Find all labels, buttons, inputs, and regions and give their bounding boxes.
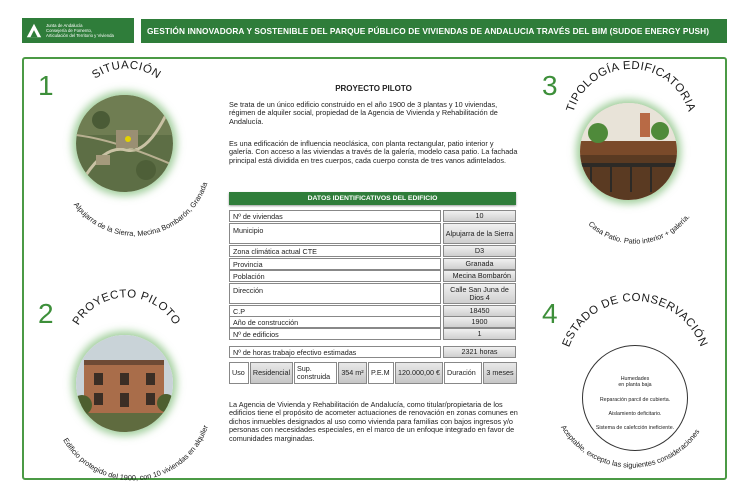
row-value: Alpujarra de la Sierra: [443, 223, 516, 244]
row-value: 18450: [443, 305, 516, 317]
page-title: GESTIÓN INNOVADORA Y SOSTENIBLE DEL PARQUE PÚBLICO DE VIVIENDAS DE ANDALUCIA TRAVÉS DEL BIM (SUDOE ENERGY PUSH): [141, 19, 727, 43]
section-number-3: 3: [542, 70, 558, 101]
svg-text:Aceptable, excepto las siguien: [559, 423, 702, 469]
pilot-title: PROYECTO PILOTO: [70, 288, 183, 328]
sup-label: Sup. construida: [294, 362, 337, 384]
row-label: Provincia: [229, 258, 441, 270]
closing-paragraph: La Agencia de Vivienda y Rehabilitación de Andalucía, como titular/propietaria de los edificios tiene el propósito de acometer actuaciones de renovación en zonas comunes en dichos inmuebles designados al uso como vivienda para familias con bajos ingresos y/o personas con necesidades especiales, en el marco de un enfoque integrado en favor de comunidades marginadas.: [229, 400, 518, 443]
conservation-item-4: Sistema de calefcción ineficiente.: [595, 425, 675, 431]
row-label: Zona climática actual CTE: [229, 245, 441, 257]
row-label: Dirección: [229, 283, 441, 304]
table-row: [229, 210, 516, 222]
estimated-hours-row: [229, 346, 516, 358]
section-number-1: 1: [38, 70, 54, 101]
typology-caption: Casa Patio. Patio interior + galería.: [586, 212, 692, 246]
logo-line-2: Consejería de Fomento,: [46, 28, 93, 33]
intro-paragraph: Se trata de un único edificio construido en el año 1900 de 3 plantas y 10 viviendas, régimen de alquiler social, propiedad de la Agencia de Vivienda y Rehabilitación de Andalucía.: [229, 100, 498, 126]
pem-value: 120.000,00 €: [395, 362, 443, 384]
pilot-project-heading: PROYECTO PILOTO: [335, 84, 412, 93]
table-row: [229, 328, 516, 340]
table-title: DATOS IDENTIFICATIVOS DEL EDIFICIO: [229, 192, 516, 205]
row-value: Granada: [443, 258, 516, 270]
conservation-item-1a: Humedades: [620, 376, 650, 382]
uso-label: Uso: [229, 362, 249, 384]
sup-value: 354 m²: [338, 362, 367, 384]
duration-value: 3 meses: [483, 362, 517, 384]
row-value: Calle San Juna de Dios 4: [443, 283, 516, 304]
row-label: Población: [229, 270, 441, 282]
situation-title: SITUACIÓN: [90, 59, 163, 82]
section-number-4: 4: [542, 298, 558, 329]
table-row: [229, 270, 516, 282]
row-value: Mecina Bombarón: [443, 270, 516, 282]
logo-line-3: Articulación del Territorio y Vivienda: [46, 33, 114, 38]
section-number-2: 2: [38, 298, 54, 329]
conservation-item-3: Aislamiento deficitario.: [608, 411, 662, 417]
row-value: 1900: [443, 316, 516, 328]
hours-value: 2321 horas: [443, 346, 516, 358]
typology-title: TIPOLOGÍA EDIFICATORIA: [564, 59, 698, 114]
table-row: [229, 283, 516, 304]
uso-value: Residencial: [250, 362, 293, 384]
row-value: 10: [443, 210, 516, 222]
conservation-item-1b: en planta baja: [618, 382, 652, 388]
row-label: C.P: [229, 305, 441, 317]
table-row: [229, 223, 516, 244]
situation-caption: Alpujarra de la Sierra, Mecina Bombarón, Granada: [71, 180, 210, 238]
row-value: 1: [443, 328, 516, 340]
row-value: D3: [443, 245, 516, 257]
description-paragraph: Es una edificación de influencia neoclásica, con planta rectangular, patio interior y galería. Con acceso a las viviendas a través de la galería, modelo casa patio. La fachada principal está dividida en tres cuerpos, cada cuerpo consta de tres vanos adintelados.: [229, 139, 518, 165]
table-row: [229, 316, 516, 328]
duration-label: Duración: [444, 362, 482, 384]
row-label: Nº de viviendas: [229, 210, 441, 222]
row-label: Nº de edificios: [229, 328, 441, 340]
logo-line-1: Junta de Andalucía: [46, 23, 83, 28]
hours-label: Nº de horas trabajo efectivo estimadas: [229, 346, 441, 358]
conservation-item-2: Reparación parcil de cubierta.: [599, 397, 671, 403]
table-row: [229, 258, 516, 270]
table-row: [229, 245, 516, 257]
pem-label: P.E.M: [368, 362, 394, 384]
row-label: Municipio: [229, 223, 441, 244]
svg-text:ESTADO DE CONSERVACIÓN: [561, 292, 710, 349]
conservation-caption: Aceptable, excepto las siguientes consideraciones: [559, 423, 702, 470]
conservation-title: ESTADO DE CONSERVACIÓN: [560, 291, 710, 349]
row-label: Año de construcción: [229, 316, 441, 328]
usage-summary-row: [229, 362, 517, 384]
pilot-caption: Edificio protegido del 1900, con 10 viviendas en alquiler: [61, 423, 211, 483]
